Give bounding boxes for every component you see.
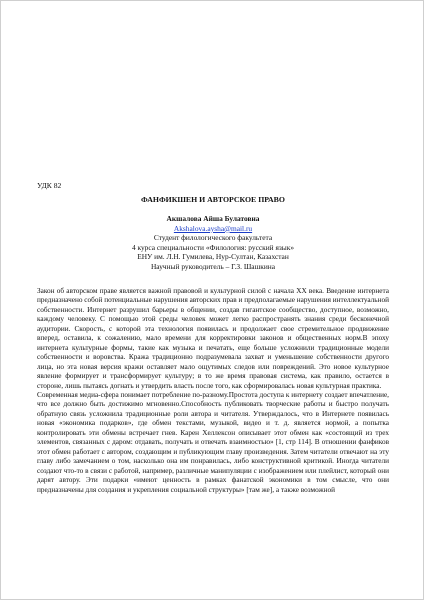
body-paragraph-2: Современная медиа-сфера понимает потребление по-разному.Простота доступа к интернету создает впечатление, что все должно быть достижимо мгновенно.Способность публиковать творческие работы и быстро получать обратную связь усложнила традиционные роли автора и читателя. Утверждалось, что в Интернете появилась новая «экономика подарков», где обмен текстами, музыкой, видео и т. д. является нормой, а попытка контролировать эти обмены встречает гнев. Карен Хеллексон описывает этот обмен как «состоящий из трех элементов, связанных с даром: отдавать, получать и отвечать взаимностью» [1, стр 114]. В отношении фанфиков этот обмен работает с автором, создающим и публикующим главу произведения. Затем читатели отвечают на эту главу либо замечанием о том, насколько она им понравилась, либо конструктивной критикой. Иногда читатели создают что-то в связи с работой, например, различные манипуляции с изображением или плейлист, который они дарят автору. Эти подарки «имеют ценность в рамках фанатской экономики в том смысле, что они предназначены для создания и укрепления социальной структуры» [там же], а также возможной <box>37 390 389 494</box>
author-name: Акшалова Айша Булатовна <box>166 214 260 223</box>
author-affiliation-line-1: Студент филологического факультета <box>153 233 273 243</box>
scientific-advisor: Научный руководитель – Г.З. Шашкина <box>150 261 276 271</box>
article-title: ФАНФИКШЕН И АВТОРСКОЕ ПРАВО <box>141 195 285 204</box>
udk-code: УДК 82 <box>37 181 62 190</box>
author-email-link[interactable]: Akshalova.aysha@mail.ru <box>173 223 253 233</box>
author-affiliation-line-3: ЕНУ им. Л.Н. Гумилева, Нур-Султан, Казахстан <box>137 252 289 262</box>
article-body <box>37 287 389 495</box>
body-paragraph-1: Закон об авторском праве является важной правовой и культурной силой с начала XX века. Введение интернета предназначено собой потенциальные нарушения авторских прав и предполагаемые нарушения интеллектуальной собственности. Интернет разрушил барьеры в общении, создав гигантское сообщество, доступное, возможно, каждому человеку. С помощью этой среды человек может легко распространять знания среди бесконечной аудитории. Скорость, с которой эта технология появилась и продолжает свое стремительное продвижение вперед, оставила, к сожалению, мало времени для корректировки законов и общественных норм.В эпоху интернета культурные формы, такие как музыка и печатать, еще больше усложнили традиционные модели собственности и воровства. Кража традиционно подразумевала захват и уменьшение собственности другого лица, но эта новая версия кражи оставляет мало ощутимых следов или повреждений. Это новое культурное явление формирует и трансформирует культуру; в то же время правовая система, как правило, остается в стороне, лишь пытаясь догнать и утвердить власть после того, как сформировалась новая культурная практика. <box>37 287 389 390</box>
author-affiliation-line-2: 4 курса специальности «Филология: русский язык» <box>131 242 295 252</box>
author-block <box>37 214 389 272</box>
